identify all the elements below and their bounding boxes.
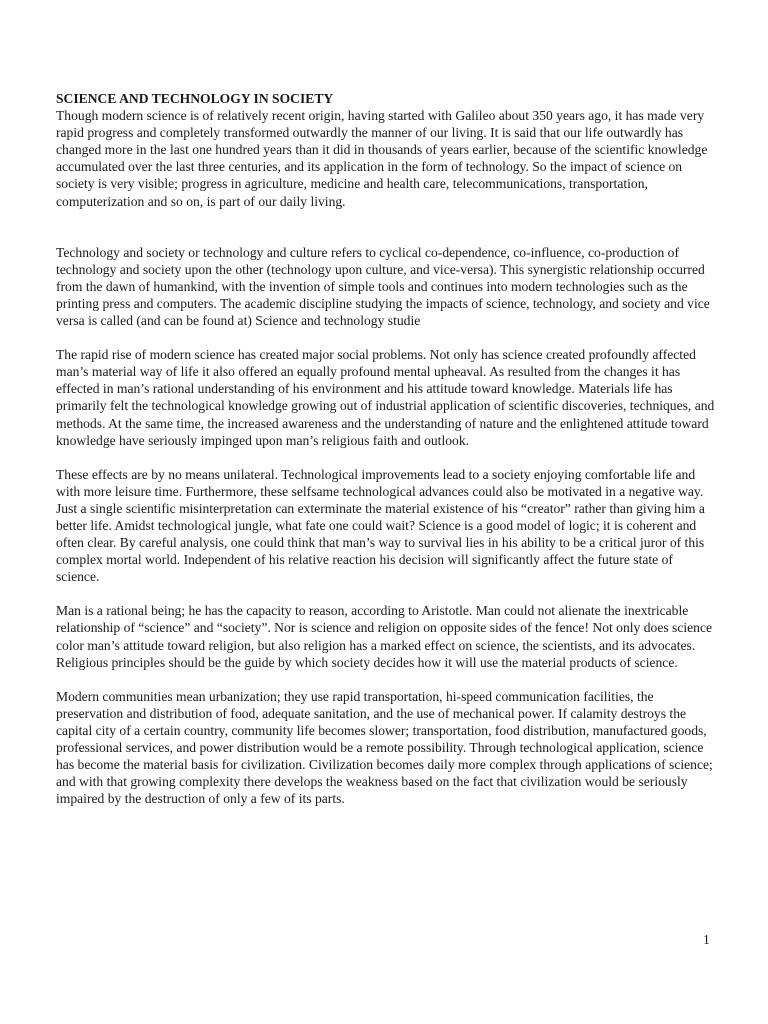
paragraph-1: Though modern science is of relatively recent origin, having started with Galileo about 350 years ago, it has made very rapid progress and completely transformed outwardly the manner of our living. It is said that our life outwardly has changed more in the last one hundred years than it did in thousands of years earlier, because of the scientific knowledge accumulated over the last three centuries, and its application in the form of technology. So the impact of science on society is very visible; progress in agriculture, medicine and health care, telecommunications, transportation, computerization and so on, is part of our daily living.	[56, 108, 708, 209]
paragraph-3: The rapid rise of modern science has created major social problems. Not only has science created profoundly affected man’s material way of life it also offered an equally profound mental upheaval. As resulted from the changes it has effected in man’s rational understanding of his environment and his attitude toward knowledge. Materials life has primarily felt the technological knowledge growing out of industrial application of scientific discoveries, techniques, and methods. At the same time, the increased awareness and the understanding of nature and the enlightened attitude toward knowledge have seriously impinged upon man’s religious faith and outlook.	[56, 347, 715, 448]
paragraph-5: Man is a rational being; he has the capacity to reason, according to Aristotle. Man could not alienate the inextricable relationship of “science” and “society”. Nor is science and religion on opposite sides of the fence! Not only does science color man’s attitude toward religion, but also religion has a marked effect on science, the scientists, and its advocates. Religious principles should be the guide by which society decides how it will use the material products of science.	[56, 603, 713, 670]
paragraph-4: These effects are by no means unilateral. Technological improvements lead to a society enjoying comfortable life and with more leisure time. Furthermore, these selfsame technological advances could also be motivated in a negative way. Just a single scientific misinterpretation can exterminate the material existence of his “creator” rather than giving him a better life. Amidst technological jungle, what fate one could wait? Science is a good model of logic; it is coherent and often clear. By careful analysis, one could think that man’s way to survival lies in his ability to be a critical juror of this complex mortal world. Independent of his relative reaction his decision will significantly affect the future state of science.	[56, 466, 705, 585]
paragraph-2: Technology and society or technology and culture refers to cyclical co-dependence, co-influence, co-production of technology and society upon the other (technology upon culture, and vice-versa). This synergistic relationship occurred from the dawn of humankind, with the invention of simple tools and continues into modern technologies such as the printing press and computers. The academic discipline studying the impacts of science, technology, and society and vice versa is called (and can be found at) Science and technology studie	[56, 244, 710, 329]
document-title: SCIENCE AND TECHNOLOGY IN SOCIETY	[56, 91, 334, 106]
page-number: 1	[703, 932, 710, 947]
paragraph-6: Modern communities mean urbanization; they use rapid transportation, hi-speed communication facilities, the preservation and distribution of food, adequate sanitation, and the use of mechanical power. If calamity destroys the capital city of a certain country, community life becomes slower; transportation, food distribution, manufactured goods, professional services, and power distribution would be a remote possibility. Through technological application, science has become the material basis for civilization. Civilization becomes daily more complex through applications of science; and with that growing complexity there develops the weakness based on the fact that civilization would be seriously impaired by the destruction of only a few of its parts.	[56, 688, 713, 807]
document-body	[56, 90, 716, 824]
